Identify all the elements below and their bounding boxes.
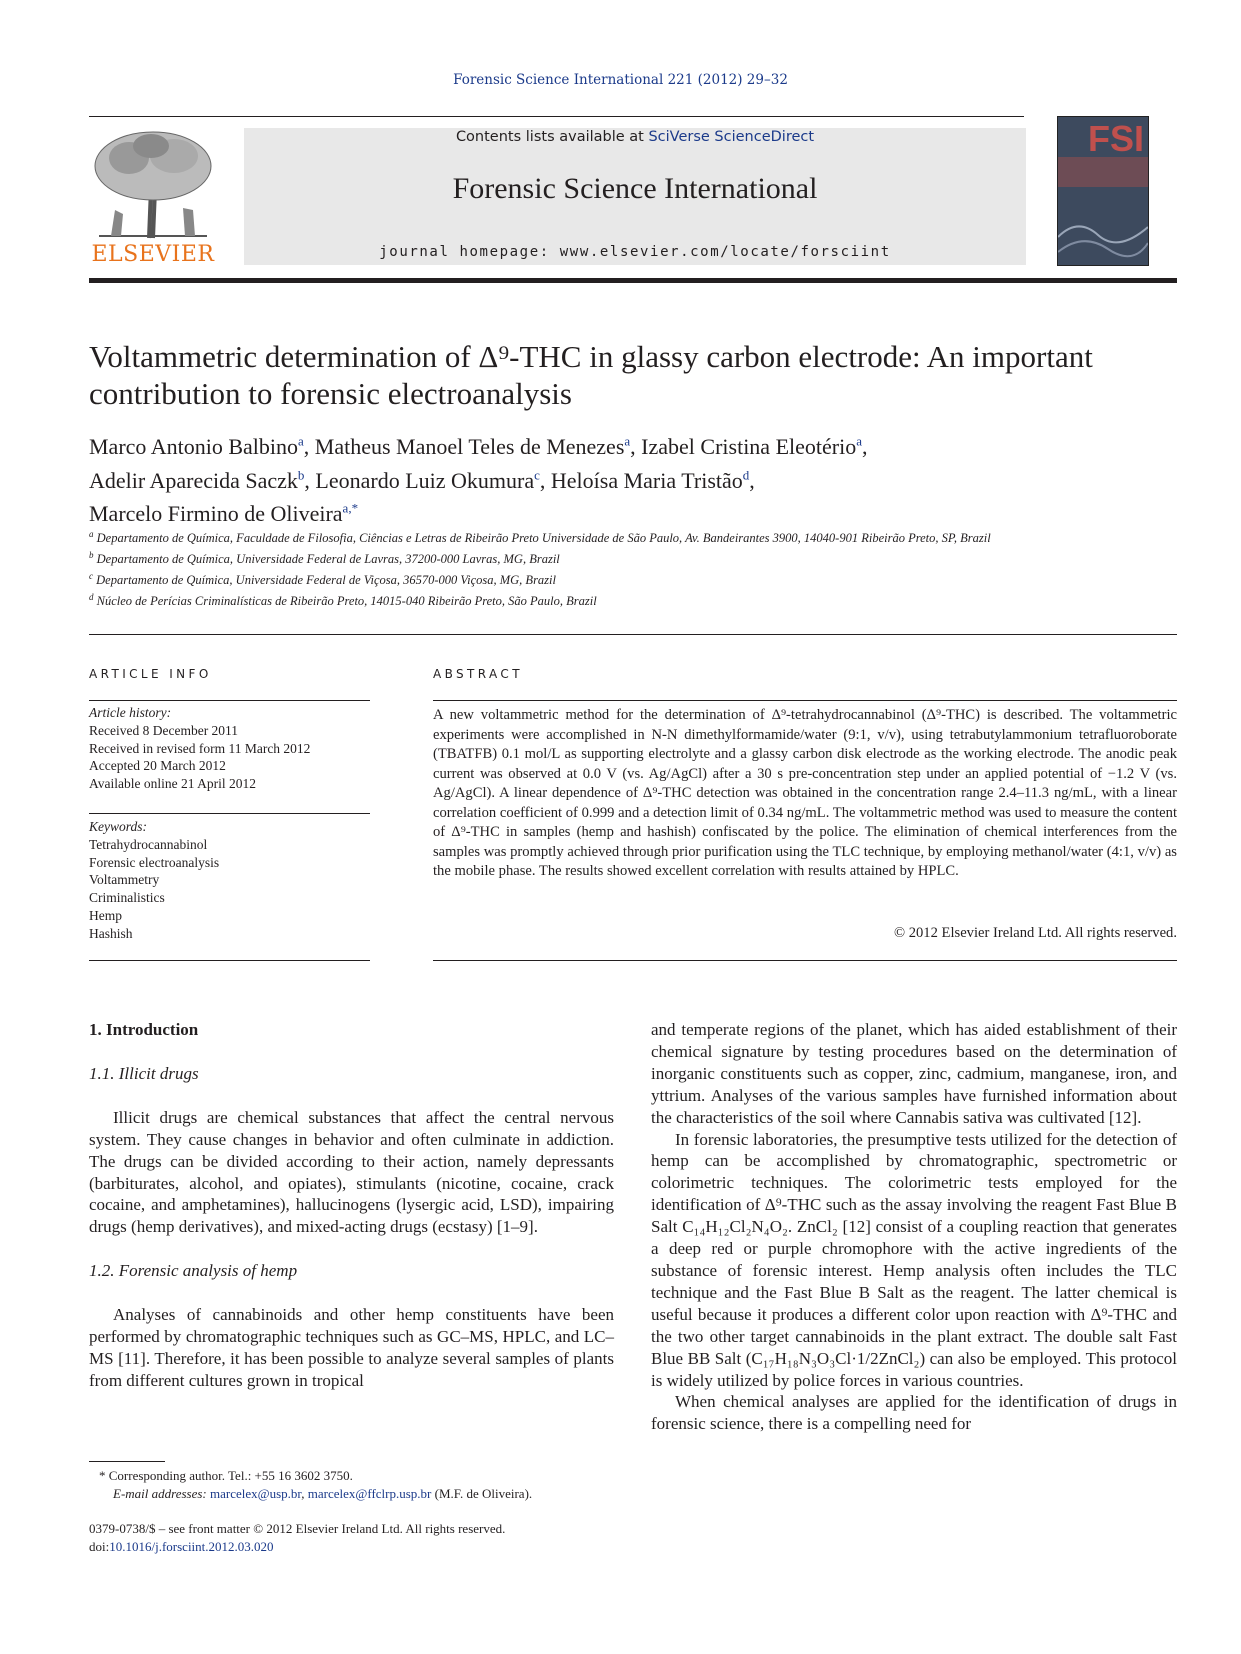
author: Matheus Manoel Teles de Menezes$^a$, — [314, 434, 642, 460]
doi-link[interactable]: 10.1016/j.forsciint.2012.03.020 — [109, 1538, 274, 1554]
front-matter: 0379-0738/$ – see front matter © 2012 Elsevier Ireland Ltd. All rights reserved. — [89, 1521, 506, 1536]
section-heading: 1. Introduction — [89, 1020, 199, 1039]
history-item: Received in revised form 11 March 2012 — [89, 740, 311, 756]
journal-cover-image — [1057, 116, 1149, 266]
affiliation-a: $^a$ Departamento de Química, Faculdade de Filosofia, Ciências e Letras de Ribeirão Preto Universidade de São Paulo, Av. Bandeirantes 3900, 14040-901 Ribeirão Preto, SP, Brazil — [89, 529, 991, 546]
journal-name: Forensic Science International — [452, 172, 818, 205]
journal-citation: Forensic Science International 221 (2012) 29–32 — [453, 72, 788, 88]
author: Heloísa Maria Tristão$^d$, — [550, 467, 755, 493]
keyword: Tetrahydrocannabinol — [89, 836, 208, 852]
sciencedirect-link[interactable]: SciVerse ScienceDirect — [648, 129, 815, 145]
divider — [89, 700, 370, 701]
page-footer — [89, 1520, 649, 1555]
author: Adelir Aparecida Saczk$^b$, — [89, 467, 316, 493]
email-link[interactable]: marcelex@ffclrp.usp.br — [307, 1485, 432, 1501]
header-thick-rule — [89, 278, 1177, 283]
subsection-heading: 1.1. Illicit drugs — [89, 1063, 199, 1083]
article-title: Voltammetric determination of Δ⁹-THC in glassy carbon electrode: An important contribution to forensic electroanalysis — [89, 339, 1093, 411]
contents-line — [244, 129, 1026, 145]
divider — [433, 960, 1177, 961]
keywords-label: Keywords: — [89, 819, 147, 834]
keyword: Hemp — [89, 907, 122, 923]
keywords — [89, 818, 370, 943]
divider — [89, 813, 370, 814]
divider — [89, 960, 370, 961]
affiliation-d: $^d$ Núcleo de Perícias Criminalísticas de Ribeirão Preto, 14015-040 Ribeirão Preto, São Paulo, Brazil — [89, 592, 597, 609]
elsevier-wordmark: ELSEVIER — [91, 242, 215, 267]
cover-title: FSI — [1087, 118, 1144, 159]
paragraph: In forensic laboratories, the presumptive tests utilized for the detection of hemp can be accomplished by chromatographic, spectrometric or colorimetric techniques. The colorimetric tests employed for the identification of Δ⁹-THC such as the assay involving the reagent Fast Blue B Salt C₁₄H₁₂Cl₂N₄O₂. ZnCl₂ [12] consist of a coupling reaction that generates a deep red or purple chromophore with the active ingredients of the substance of forensic interest. Hemp analysis often includes the TLC technique and the Fast Blue B Salt as the reagent. The latter chemical is useful because it produces a different color upon reaction with Δ⁹-THC and the two other target cannabinoids in the plant extract. The double salt Fast Blue BB Salt (C₁₇H₁₈N₃O₃Cl·1/2ZnCl₂) can also be employed. This protocol is widely utilized by police forces in various countries. — [651, 1129, 1177, 1390]
article-history — [89, 704, 370, 793]
footnote-rule — [89, 1461, 165, 1462]
abstract-heading: ABSTRACT — [433, 667, 523, 681]
author: Izabel Cristina Eleotério$^a$, — [641, 434, 868, 460]
journal-banner — [244, 128, 1026, 265]
affiliations — [89, 526, 1089, 611]
body-left-column — [89, 1019, 614, 1392]
journal-homepage[interactable]: journal homepage: www.elsevier.com/locate/forsciint — [379, 244, 891, 260]
paragraph: Analyses of cannabinoids and other hemp constituents have been performed by chromatographic techniques such as GC–MS, HPLC, and LC–MS [11]. Therefore, it has been possible to analyze several samples of plants from different cultures grown in tropical — [89, 1305, 614, 1390]
footnotes — [99, 1467, 619, 1502]
body-right-column — [651, 1019, 1177, 1435]
keyword: Voltammetry — [89, 872, 160, 888]
email-note: E-mail addresses: marcelex@usp.br, marcelex@ffclrp.usp.br (M.F. de Oliveira). — [113, 1485, 533, 1501]
history-item: Accepted 20 March 2012 — [89, 758, 226, 774]
history-item: Received 8 December 2011 — [89, 722, 239, 738]
header-rule — [89, 116, 1024, 117]
doi-line: doi:10.1016/j.forsciint.2012.03.020 — [89, 1538, 274, 1554]
author: Marcelo Firmino de Oliveira$^{a,*}$ — [89, 500, 359, 526]
author: Leonardo Luiz Okumura$^c$, — [315, 467, 551, 493]
affiliation-c: $^c$ Departamento de Química, Universidade Federal de Viçosa, 36570-000 Viçosa, MG, Brazil — [89, 571, 556, 588]
keyword: Criminalistics — [89, 890, 165, 906]
history-item: Available online 21 April 2012 — [89, 776, 256, 792]
keyword: Hashish — [89, 925, 133, 941]
paragraph: When chemical analyses are applied for the identification of drugs in forensic science, there is a compelling need for — [651, 1392, 1177, 1434]
abstract-copyright: © 2012 Elsevier Ireland Ltd. All rights reserved. — [893, 925, 1177, 941]
elsevier-logo — [89, 128, 217, 268]
affiliation-b: $^b$ Departamento de Química, Universidade Federal de Lavras, 37200-000 Lavras, MG, Brazil — [89, 550, 560, 567]
corresponding-author-note: * Corresponding author. Tel.: +55 16 3602 3750. — [99, 1468, 353, 1483]
keyword: Forensic electroanalysis — [89, 854, 220, 870]
elsevier-tree-icon — [89, 128, 217, 240]
abstract-text: A new voltammetric method for the determination of Δ⁹-tetrahydrocannabinol (Δ⁹-THC) is described. The voltammetric experiments were accomplished in N-N dimethylformamide/water (9:1, v/v), using tetrabutylammonium tetrafluoroborate (TBATFB) 0.1 mol/L as supporting electrolyte and a glassy carbon disk electrode as the working electrode. The anodic peak current was observed at 0.0 V (vs. Ag/AgCl) after a 30 s pre-concentration step under an applied potential of −1.2 V (vs. Ag/AgCl). A linear dependence of Δ⁹-THC detection was obtained in the concentration range 2.4–11.3 ng/mL, with a linear correlation coefficient of 0.999 and a detection limit of 0.34 ng/mL. The voltammetric method was used to measure the content of Δ⁹-THC in samples (hemp and hashish) confiscated by the police. The elimination of chemical interferences from the samples was promptly achieved through prior purification using the TLC technique, by employing methanol/water (4:1, v/v) as the mobile phase. The results showed excellent correlation with results attained by HPLC. — [433, 707, 1177, 879]
divider — [433, 700, 1177, 701]
contents-prefix: Contents lists available at — [455, 129, 649, 145]
author: Marco Antonio Balbino$^a$, — [89, 434, 315, 460]
article-info-heading: ARTICLE INFO — [89, 667, 212, 681]
email-link[interactable]: marcelex@usp.br — [210, 1485, 302, 1501]
history-label: Article history: — [89, 705, 172, 720]
divider — [89, 634, 1177, 635]
paragraph: Illicit drugs are chemical substances that affect the central nervous system. They cause changes in behavior and often culminate in addiction. The drugs can be divided according to their action, namely depressants (barbiturates, alcohol, and opiates), stimulants (nicotine, cocaine, crack cocaine, and amphetamines), hallucinogens (lysergic acid, LSD), impairing drugs (hemp derivatives), and mixed-acting drugs (ecstasy) [1–9]. — [89, 1107, 614, 1237]
author-list — [89, 428, 1179, 528]
paragraph: and temperate regions of the planet, which has aided establishment of their chemical signature by testing procedures based on the determination of inorganic constituents such as copper, zinc, cadmium, manganese, iron, and yttrium. Analyses of the various samples have furnished information about the characteristics of the soil where Cannabis sativa was cultivated [12]. — [651, 1020, 1177, 1127]
subsection-heading: 1.2. Forensic analysis of hemp — [89, 1261, 298, 1281]
